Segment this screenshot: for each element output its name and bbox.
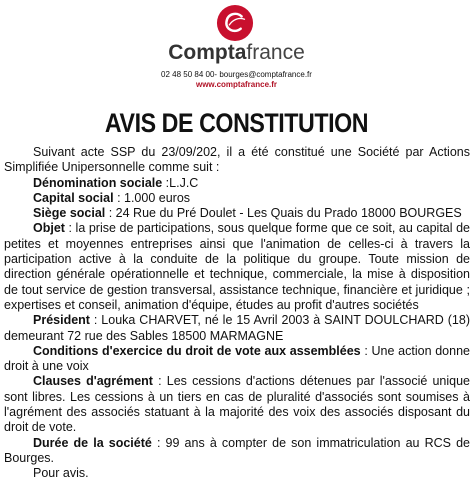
objet-paragraph: [4, 221, 470, 313]
agrement-value: : Les cessions d'actions détenues par l'associé unique sont libres. Les cessions à un tiers en cas de pluralité d'associés sont soumises à l'agrément des associés statuant à la majorité des voix des associés disposant du droit de vote.: [4, 374, 470, 435]
brand-name: [0, 41, 473, 65]
siege-value: : 24 Rue du Pré Doulet - Les Quais du Prado 18000 BOURGES: [105, 206, 462, 221]
vote-paragraph: [4, 344, 470, 375]
closing-line: Pour avis.: [33, 466, 89, 481]
agrement-paragraph: [4, 374, 470, 435]
capital-value: : 1.000 euros: [113, 190, 191, 205]
capital-label: Capital social: [33, 190, 114, 205]
objet-label: Objet: [33, 221, 65, 236]
vote-label: Conditions d'exercice du droit de vote aux assemblées: [33, 343, 361, 358]
website-line: www.comptafrance.fr: [195, 80, 278, 89]
intro-paragraph: Suivant acte SSP du 23/09/202, il a été constitué une Société par Actions Simplifiée Unipersonnelle comme suit :: [4, 145, 470, 175]
duree-label: Durée de la société: [33, 435, 152, 450]
denomination-label: Dénomination sociale: [33, 175, 163, 190]
president-label: Président: [33, 313, 90, 328]
notice-title: AVIS DE CONSTITUTION: [104, 108, 369, 138]
duree-value: : 99 ans à compter de son immatriculation au RCS de Bourges.: [4, 435, 470, 465]
president-paragraph: [4, 313, 470, 344]
comptafrance-logo-icon: [216, 4, 254, 42]
siege-line: [4, 206, 470, 221]
capital-line: [4, 191, 470, 206]
president-value: : Louka CHARVET, né le 15 Avril 2003 à SAINT DOULCHARD (18) demeurant 72 rue des Sables 18500 MARMAGNE: [4, 313, 470, 343]
contact-line: 02 48 50 84 00- bourges@comptafrance.fr: [161, 70, 312, 79]
denomination-value: :L.J.C: [162, 175, 199, 190]
siege-label: Siège social: [33, 206, 106, 221]
brand-suffix-text: france: [246, 41, 305, 64]
notice-body: [4, 145, 470, 482]
agrement-label: Clauses d'agrément: [33, 374, 153, 389]
brand-main-text: Compta: [168, 41, 247, 64]
objet-value: : la prise de participations, sous quelque forme que ce soit, au capital de petites et moyennes entreprises ainsi que l'animation de celles-ci à travers la participation active à la conduite de la politique du groupe. Toute mission de direction générale opérationnelle et technique, commerciale, la mise à disposition de tout service de gestion transversal, assistance technique, financière et juridique ; expertises et conseil, animation d'équipe, études au profit d'autres sociétés: [4, 221, 470, 312]
duree-line: [4, 436, 470, 467]
denomination-line: [4, 176, 470, 191]
vote-value: : Une action donne droit à une voix: [4, 343, 470, 374]
